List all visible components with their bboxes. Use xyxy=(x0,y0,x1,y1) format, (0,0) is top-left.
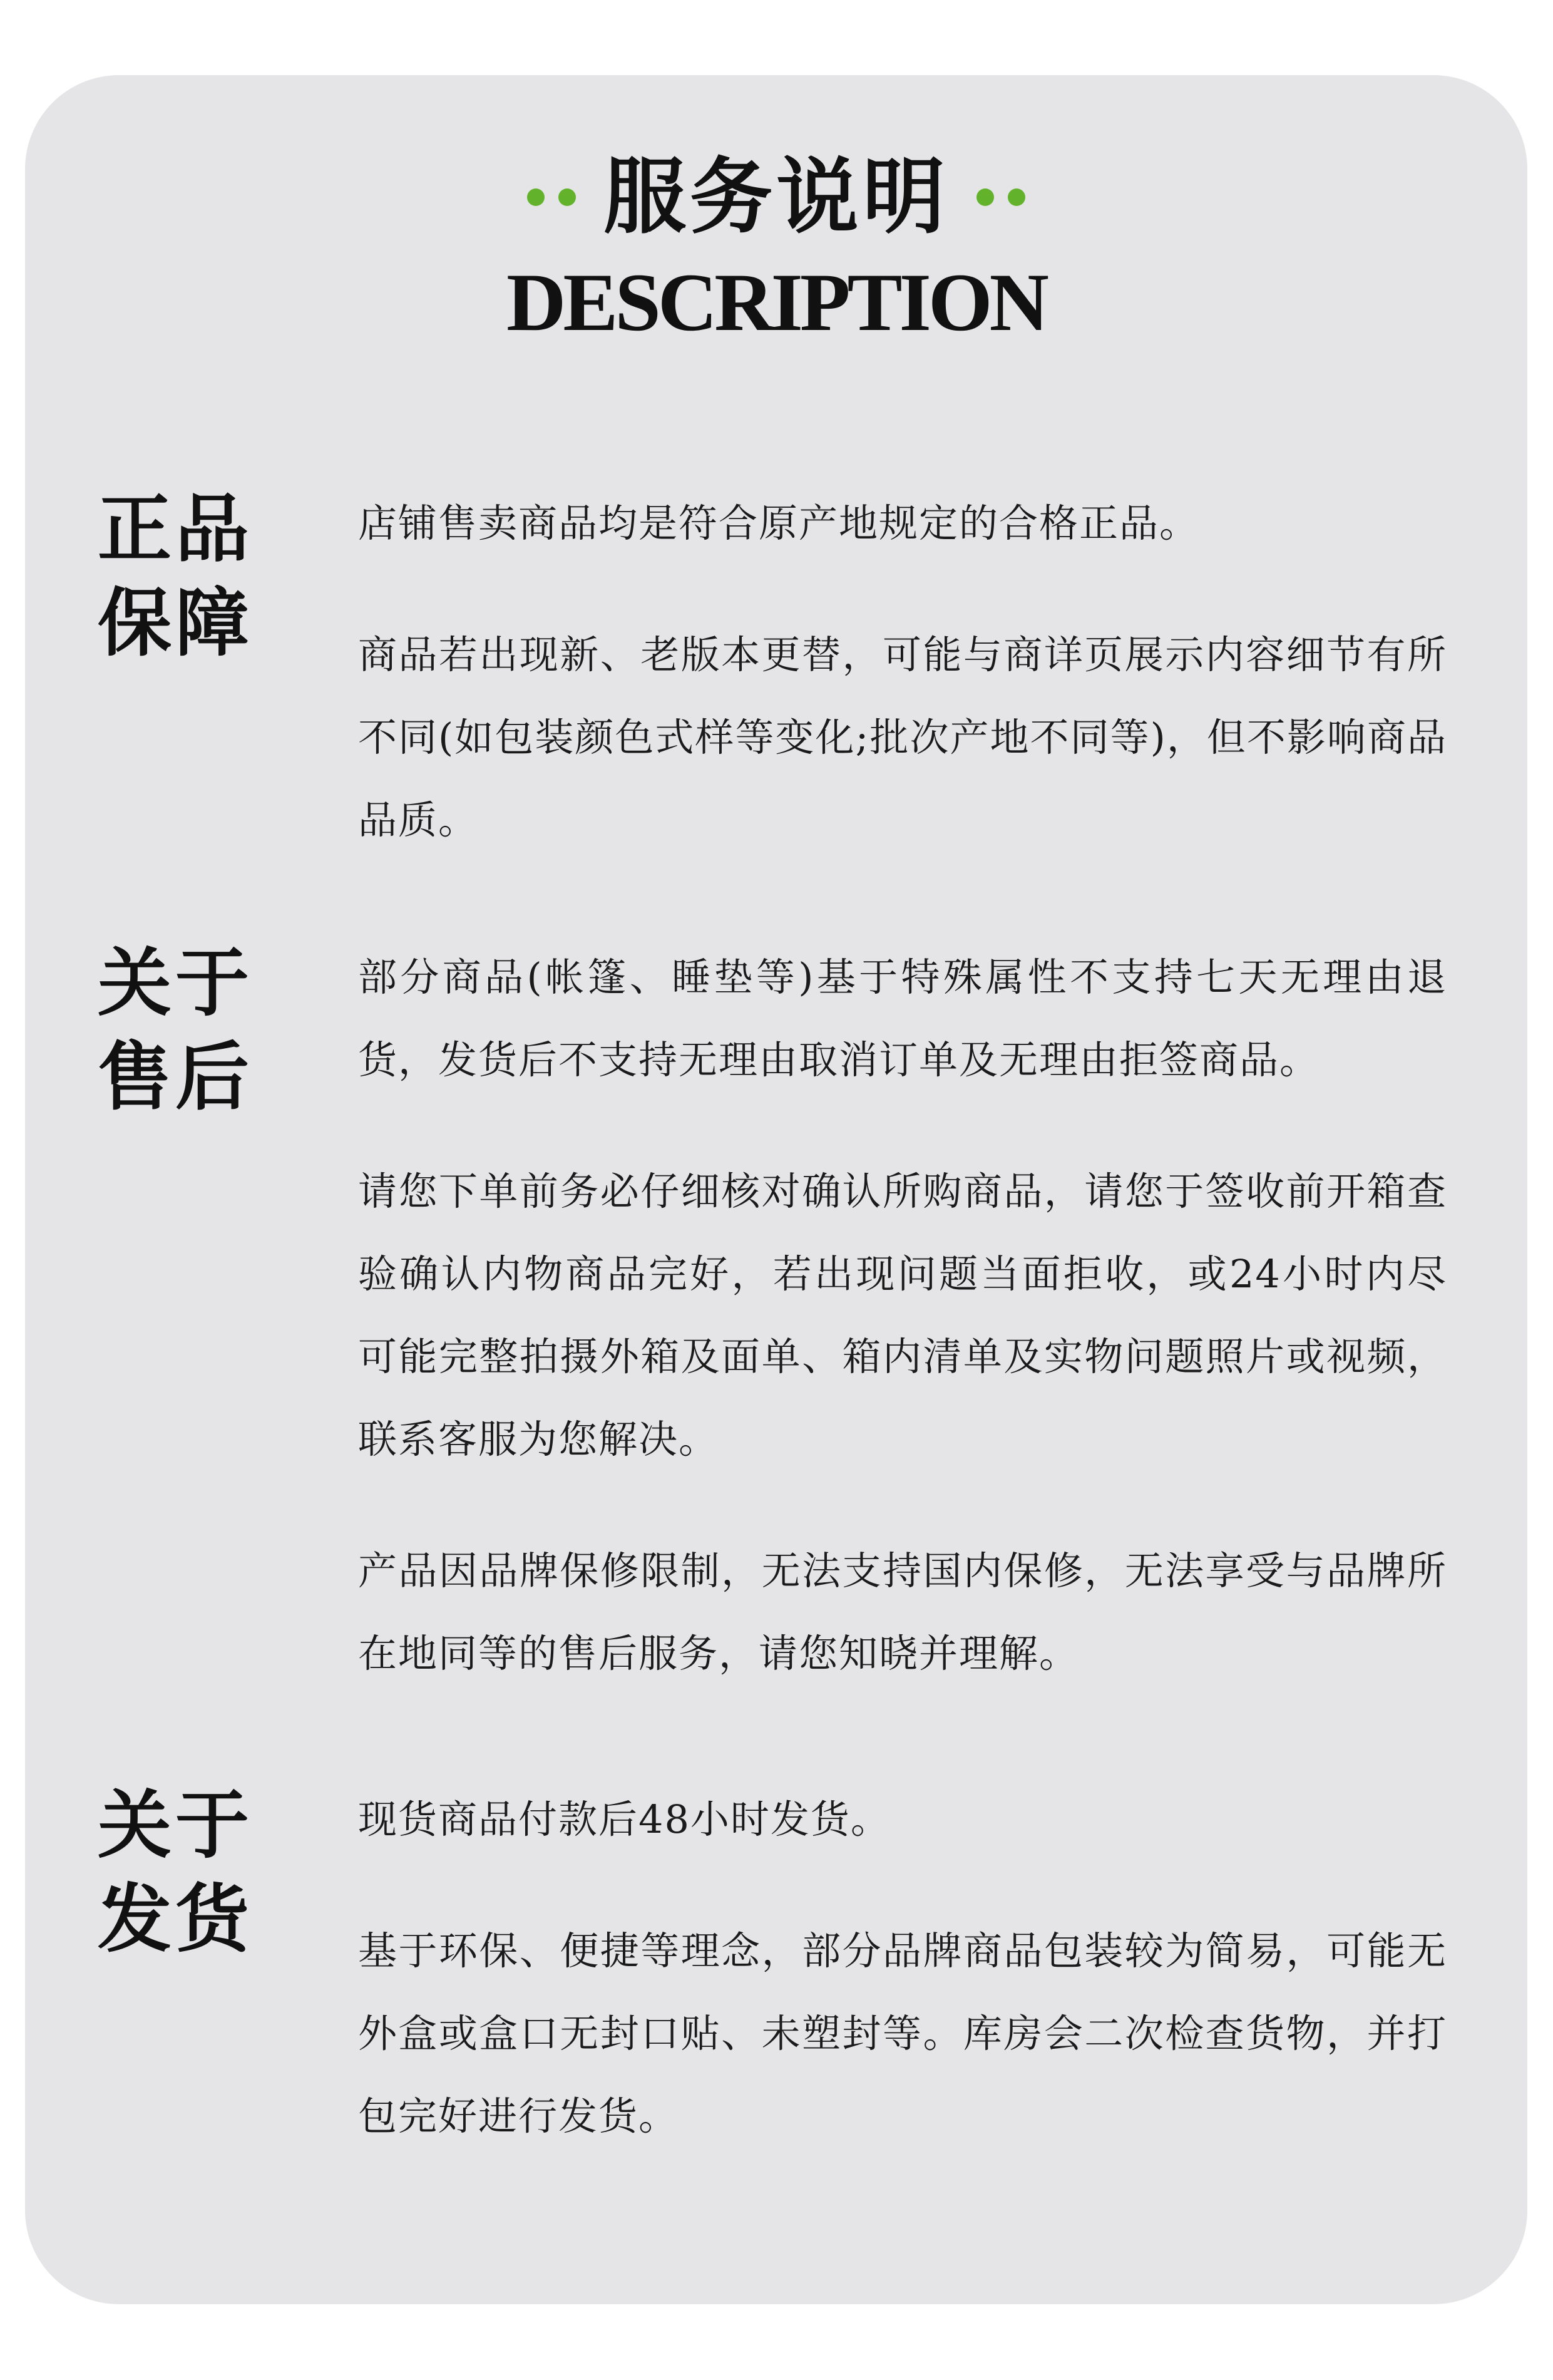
paragraph: 产品因品牌保修限制，无法支持国内保修，无法享受与品牌所在地同等的售后服务，请您知晓并理解。 xyxy=(358,1548,1447,1676)
paragraph: 商品若出现新、老版本更替，可能与商详页展示内容细节有所不同(如包装颜色式样等变化;批次产地不同等)，但不影响商品品质。 xyxy=(358,632,1447,843)
header xyxy=(25,144,1527,349)
paragraph: 店铺售卖商品均是符合原产地规定的合格正品。 xyxy=(358,500,1200,546)
section-title-line: 关于 xyxy=(98,939,254,1026)
dot-icon xyxy=(527,188,545,206)
section-title-line: 关于 xyxy=(98,1781,254,1868)
section-title-line: 正品 xyxy=(98,485,254,572)
paragraph: 基于环保、便捷等理念，部分品牌商品包装较为简易，可能无外盒或盒口无封口贴、未塑封等。库房会二次检查货物，并打包完好进行发货。 xyxy=(358,1928,1447,2139)
right-dots-icon xyxy=(976,188,1025,206)
dot-icon xyxy=(558,188,576,206)
section-title-line: 发货 xyxy=(98,1875,254,1962)
section-title xyxy=(98,936,260,1124)
paragraph: 请您下单前务必仔细核对确认所购商品，请您于签收前开箱查验确认内物商品完好，若出现问题当面拒收，或24小时内尽可能完整拍摄外箱及面单、箱内清单及实物问题照片或视频，联系客服为您解决。 xyxy=(358,1168,1447,1462)
section-body xyxy=(358,482,1447,862)
page-subtitle: DESCRIPTION xyxy=(506,256,1046,348)
section-title-line: 售后 xyxy=(98,1033,254,1120)
page-title: 服务说明 xyxy=(603,148,949,245)
section-body xyxy=(358,936,1447,1695)
section-title xyxy=(98,1778,260,1966)
section-title xyxy=(98,482,260,670)
paragraph: 部分商品(帐篷、睡垫等)基于特殊属性不支持七天无理由退货，发货后不支持无理由取消订单及无理由拒签商品。 xyxy=(358,954,1447,1083)
dot-icon xyxy=(1008,188,1025,206)
paragraph: 现货商品付款后48小时发货。 xyxy=(358,1796,891,1842)
section-body xyxy=(358,1778,1447,2158)
left-dots-icon xyxy=(527,188,576,206)
section-title-line: 保障 xyxy=(98,579,254,666)
title-row xyxy=(25,144,1527,250)
dot-icon xyxy=(976,188,994,206)
